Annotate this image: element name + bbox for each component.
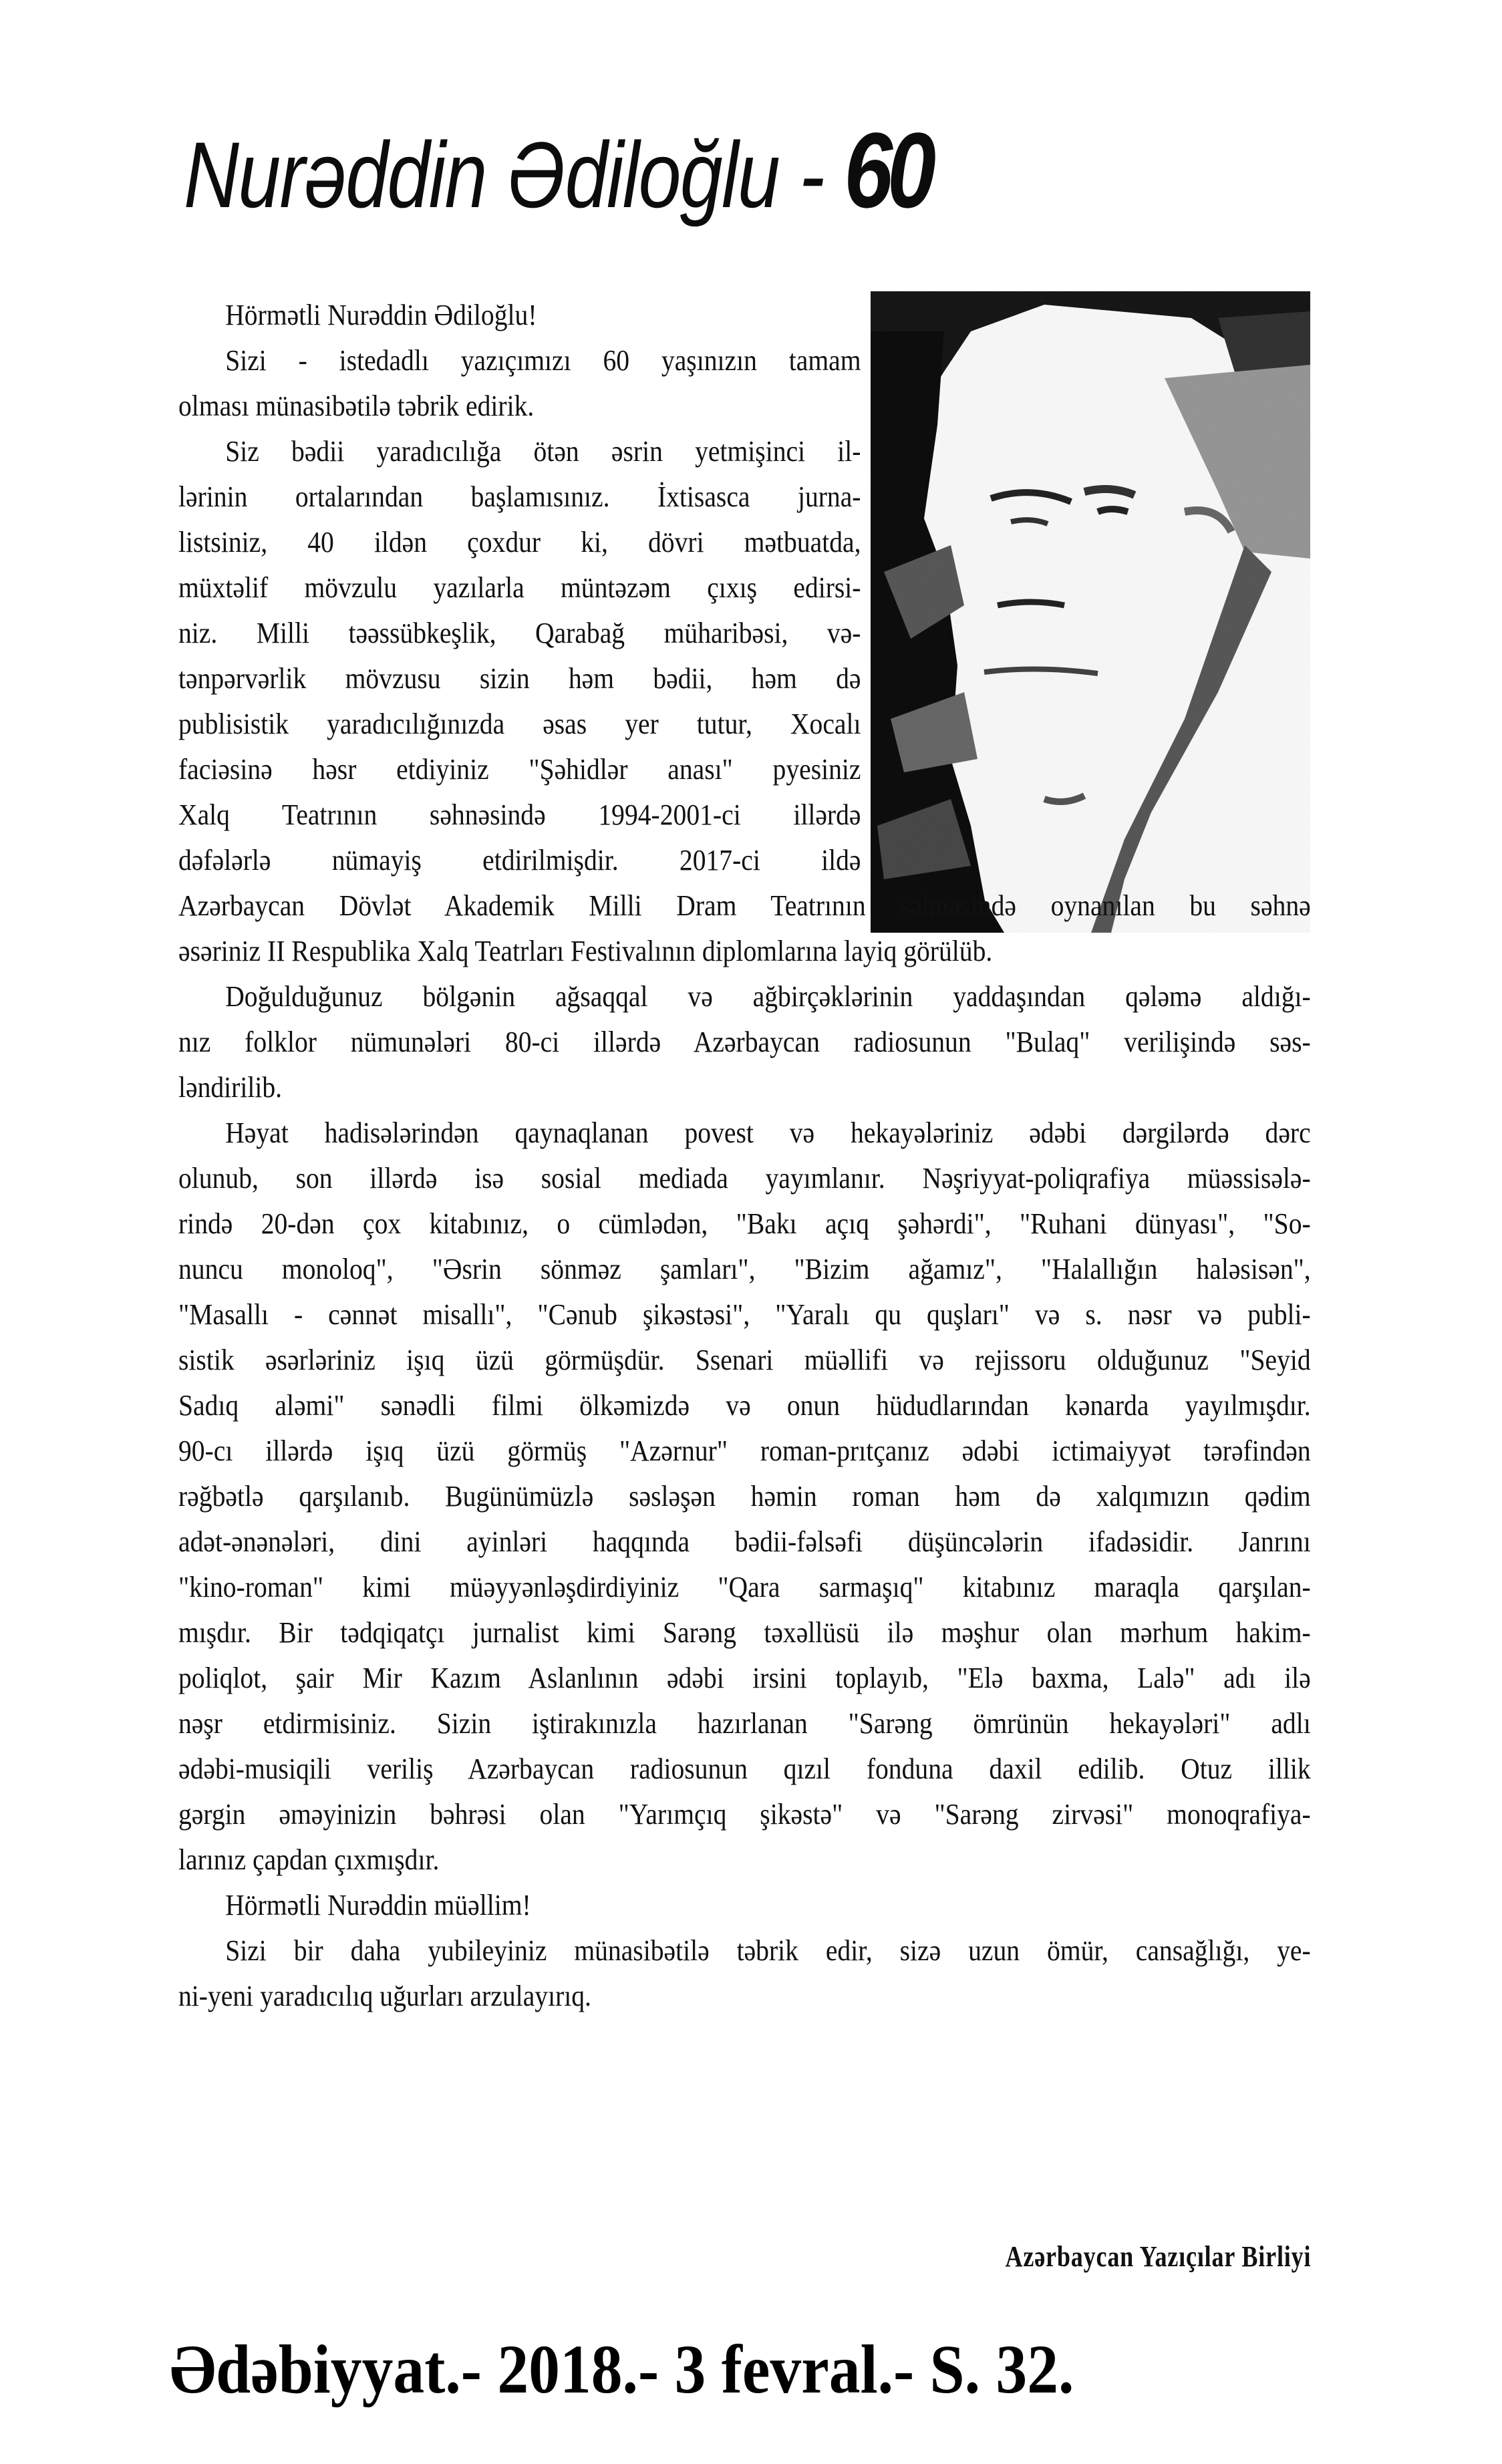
article-line: gərgin əməyinizin bəhrəsi olan "Yarımçıq şikəstə" və "Sarəng zirvəsi" monoqrafiya- <box>178 1798 1311 1831</box>
article-line: Doğulduğunuz bölgənin ağsaqqal və ağbirçəklərinin yaddaşından qələmə aldığı- <box>225 980 1311 1013</box>
article-line: ni-yeni yaradıcılıq uğurları arzulayırıq. <box>178 1980 591 2012</box>
article-line: nəşr etdirmisiniz. Sizin iştirakınızla hazırlanan "Sarəng ömrünün hekayələri" adlı <box>178 1707 1311 1740</box>
article-line: ləndirilib. <box>178 1071 283 1104</box>
article-line: Hörmətli Nurəddin müəllim! <box>225 1889 531 1921</box>
article-line: ədəbi-musiqili veriliş Azərbaycan radiosunun qızıl fonduna daxil edilib. Otuz illik <box>178 1752 1311 1785</box>
article-line: tənpərvərlik mövzusu sizin həm bədii, həm də <box>178 662 861 695</box>
article-line: Hörmətli Nurəddin Ədiloğlu! <box>225 299 537 331</box>
article-line: listsiniz, 40 ildən çoxdur ki, dövri mətbuatda, <box>178 526 861 559</box>
article-line: niz. Milli təəssübkeşlik, Qarabağ müharibəsi, və- <box>178 617 861 649</box>
article-line: Həyat hadisələrindən qaynaqlanan povest və hekayələriniz ədəbi dərgilərdə dərc <box>225 1116 1311 1149</box>
signature-org: Azərbaycan Yazıçılar Birliyi <box>1005 2240 1311 2273</box>
article-line: adət-ənənələri, dini ayinləri haqqında bədii-fəlsəfi düşüncələrin ifadəsidir. Janrını <box>178 1525 1311 1558</box>
title-name: Nurəddin Ədiloğlu <box>184 122 780 227</box>
article-line: Sadıq aləmi" sənədli filmi ölkəmizdə və onun hüdudlarından kənarda yayılmışdır. <box>178 1389 1311 1422</box>
article-line: müxtəlif mövzulu yazılarla müntəzəm çıxış edirsi- <box>178 571 861 604</box>
article-line: rəğbətlə qarşılanıb. Bugünümüzlə səsləşən həmin roman həm də xalqımızın qədim <box>178 1480 1311 1513</box>
article-line: "Masallı - cənnət misallı", "Cənub şikəstəsi", "Yaralı qu quşları" və s. nəsr və publi- <box>178 1298 1311 1331</box>
article-line: sistik əsərləriniz işıq üzü görmüşdür. Ssenari müəllifi və rejissoru olduğunuz "Seyid <box>178 1344 1311 1376</box>
article-body <box>178 293 1311 2019</box>
title-separator: - <box>799 122 824 227</box>
article-line: rində 20-dən çox kitabınız, o cümlədən, "Bakı açıq şəhərdi", "Ruhani dünyası", "So- <box>178 1207 1311 1240</box>
article-line: nız folklor nümunələri 80-ci illərdə Azərbaycan radiosunun "Bulaq" verilişində səs- <box>178 1026 1311 1058</box>
source-citation: Ədəbiyyat.- 2018.- 3 fevral.- S. 32. <box>170 2331 1074 2408</box>
article-line: Siz bədii yaradıcılığa ötən əsrin yetmişinci il- <box>225 435 861 468</box>
article-line: mışdır. Bir tədqiqatçı jurnalist kimi Sarəng təxəllüsü ilə məşhur olan mərhum hakim- <box>178 1616 1311 1649</box>
article-line: Sizi bir daha yubileyiniz münasibətilə təbrik edir, sizə uzun ömür, cansağlığı, ye- <box>225 1934 1311 1967</box>
article-line: Xalq Teatrının səhnəsində 1994-2001-ci illərdə <box>178 798 861 831</box>
article-line: Sizi - istedadlı yazıçımızı 60 yaşınızın tamam <box>225 344 861 377</box>
article-line: "kino-roman" kimi müəyyənləşdirdiyiniz "Qara sarmaşıq" kitabınız maraqla qarşılan- <box>178 1571 1311 1603</box>
title-number: 60 <box>844 110 931 230</box>
article-line: əsəriniz II Respublika Xalq Teatrları Festivalının diplomlarına layiq görülüb. <box>178 935 993 967</box>
article-title <box>184 110 1143 230</box>
article-line: 90-cı illərdə işıq üzü görmüş "Azərnur" roman-prıtçanız ədəbi ictimaiyyət tərəfindən <box>178 1434 1311 1467</box>
article-line: poliqlot, şair Mir Kazım Aslanlının ədəbi irsini toplayıb, "Elə baxma, Lalə" adı ilə <box>178 1662 1311 1694</box>
article-line: nuncu monoloq", "Əsrin sönməz şamları", "Bizim ağamız", "Halallığın haləsisən", <box>178 1253 1311 1285</box>
article-line: faciəsinə həsr etdiyiniz "Şəhidlər anası" pyesiniz <box>178 753 861 786</box>
article-line: publisistik yaradıcılığınızda əsas yer tutur, Xocalı <box>178 708 861 740</box>
article-line: Azərbaycan Dövlət Akademik Milli Dram Teatrının səhnəsində oynanılan bu səhnə <box>178 889 1311 922</box>
article-line: olunub, son illərdə isə sosial mediada yayımlanır. Nəşriyyat-poliqrafiya müəssisələ- <box>178 1162 1311 1195</box>
article-line: lərinin ortalarından başlamısınız. İxtisasca jurna- <box>178 480 861 513</box>
article-line: olması münasibətilə təbrik edirik. <box>178 390 535 422</box>
article-line: dəfələrlə nümayiş etdirilmişdir. 2017-ci ildə <box>178 844 861 877</box>
article-line: larınız çapdan çıxmışdır. <box>178 1843 440 1876</box>
